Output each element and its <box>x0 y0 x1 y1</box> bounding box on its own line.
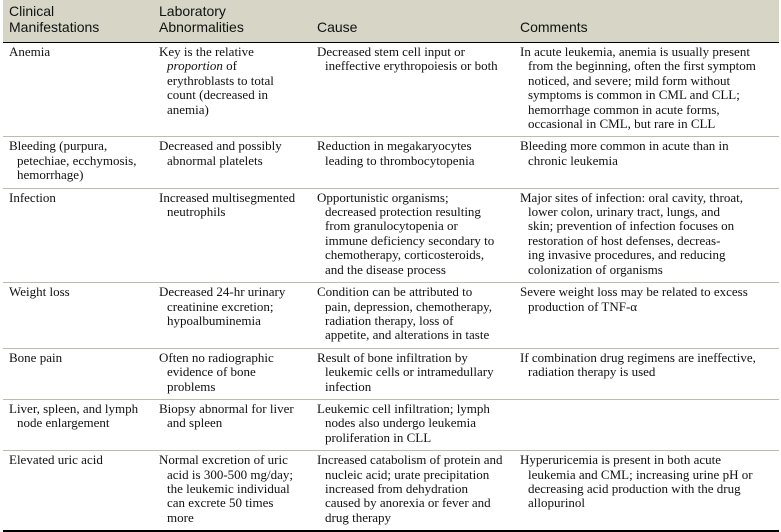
table-row-bone-pain <box>3 348 779 399</box>
lab-cell: Increased multisegmented neutrophils <box>153 188 311 282</box>
comments-cell: Bleeding more common in acute than in chronic leukemia <box>514 137 779 188</box>
table-row-weight-loss <box>3 283 779 349</box>
header-clinical-manifestations: Clinical Manifestations <box>3 0 153 43</box>
lab-cell: Decreased 24-hr urinary creatinine excretion; hypoalbuminemia <box>153 283 311 349</box>
cause-cell: Opportunistic organisms; decreased protection resulting from granulocytopenia or immune deficiency secondary to chemotherapy, corticosteroids, and the disease process <box>311 188 514 282</box>
comments-cell: Hyperuricemia is present in both acute leukemia and CML; increasing urine pH or decreasing acid production with the drug allopurinol <box>514 451 779 532</box>
lab-text: Key is the relative proportion of erythroblasts to total count (decreased in anemia) <box>159 44 274 117</box>
manifestation-cell: Anemia <box>9 44 51 59</box>
comments-cell: In acute leukemia, anemia is usually present from the beginning, often the first symptom noticed, and severe; mild form without symptoms is common in CML and CLL; hemorrhage common in acute forms, occasional in CML, but rare in CLL <box>520 44 756 132</box>
cause-cell: Leukemic cell infiltration; lymph nodes also undergo leukemia proliferation in CLL <box>311 399 514 450</box>
table-row-uric-acid <box>3 451 779 532</box>
cause-cell: Increased catabolism of protein and nucleic acid; urate precipitation increased from dehydration caused by anorexia or fever and drug therapy <box>311 451 514 532</box>
comments-cell <box>514 399 779 450</box>
manifestation-cell: Liver, spleen, and lymph node enlargement <box>3 399 153 450</box>
comments-cell: Major sites of infection: oral cavity, throat, lower colon, urinary tract, lungs, and skin; prevention of infection focuses on restoration of host defenses, decreas- ing invasive procedures, and reducing colonization of organisms <box>514 188 779 282</box>
cause-cell: Condition can be attributed to pain, depression, chemotherapy, radiation therapy, loss of appetite, and alterations in taste <box>311 283 514 349</box>
table-row-infection <box>3 188 779 282</box>
manifestation-cell: Bone pain <box>3 348 153 399</box>
header-laboratory-abnormalities: Laboratory Abnormalities <box>153 0 311 43</box>
lab-cell <box>153 43 311 137</box>
lab-cell: Normal excretion of uric acid is 300-500 mg/day; the leukemic individual can excrete 50 times more <box>153 451 311 532</box>
header-row <box>3 0 779 43</box>
manifestation-cell: Elevated uric acid <box>3 451 153 532</box>
lab-cell: Decreased and possibly abnormal platelets <box>153 137 311 188</box>
lab-cell: Biopsy abnormal for liver and spleen <box>153 399 311 450</box>
table-row-anemia <box>3 43 779 137</box>
leukemia-manifestations-table <box>3 0 779 532</box>
comments-cell: If combination drug regimens are ineffective, radiation therapy is used <box>514 348 779 399</box>
manifestation-cell: Infection <box>3 188 153 282</box>
header-comments: Comments <box>514 0 779 43</box>
emphasis-proportion: proportion <box>167 58 223 74</box>
manifestation-cell: Weight loss <box>3 283 153 349</box>
manifestation-cell: Bleeding (purpura, petechiae, ecchymosis, hemorrhage) <box>3 137 153 188</box>
table-row-organ-enlargement <box>3 399 779 450</box>
comments-cell: Severe weight loss may be related to excess production of TNF-α <box>514 283 779 349</box>
table-row-bleeding <box>3 137 779 188</box>
cause-cell: Result of bone infiltration by leukemic cells or intramedullary infection <box>311 348 514 399</box>
header-cause: Cause <box>311 0 514 43</box>
cause-cell: Decreased stem cell input or ineffective erythropoiesis or both <box>317 44 498 74</box>
cause-cell: Reduction in megakaryocytes leading to thrombocytopenia <box>311 137 514 188</box>
lab-cell: Often no radiographic evidence of bone problems <box>153 348 311 399</box>
